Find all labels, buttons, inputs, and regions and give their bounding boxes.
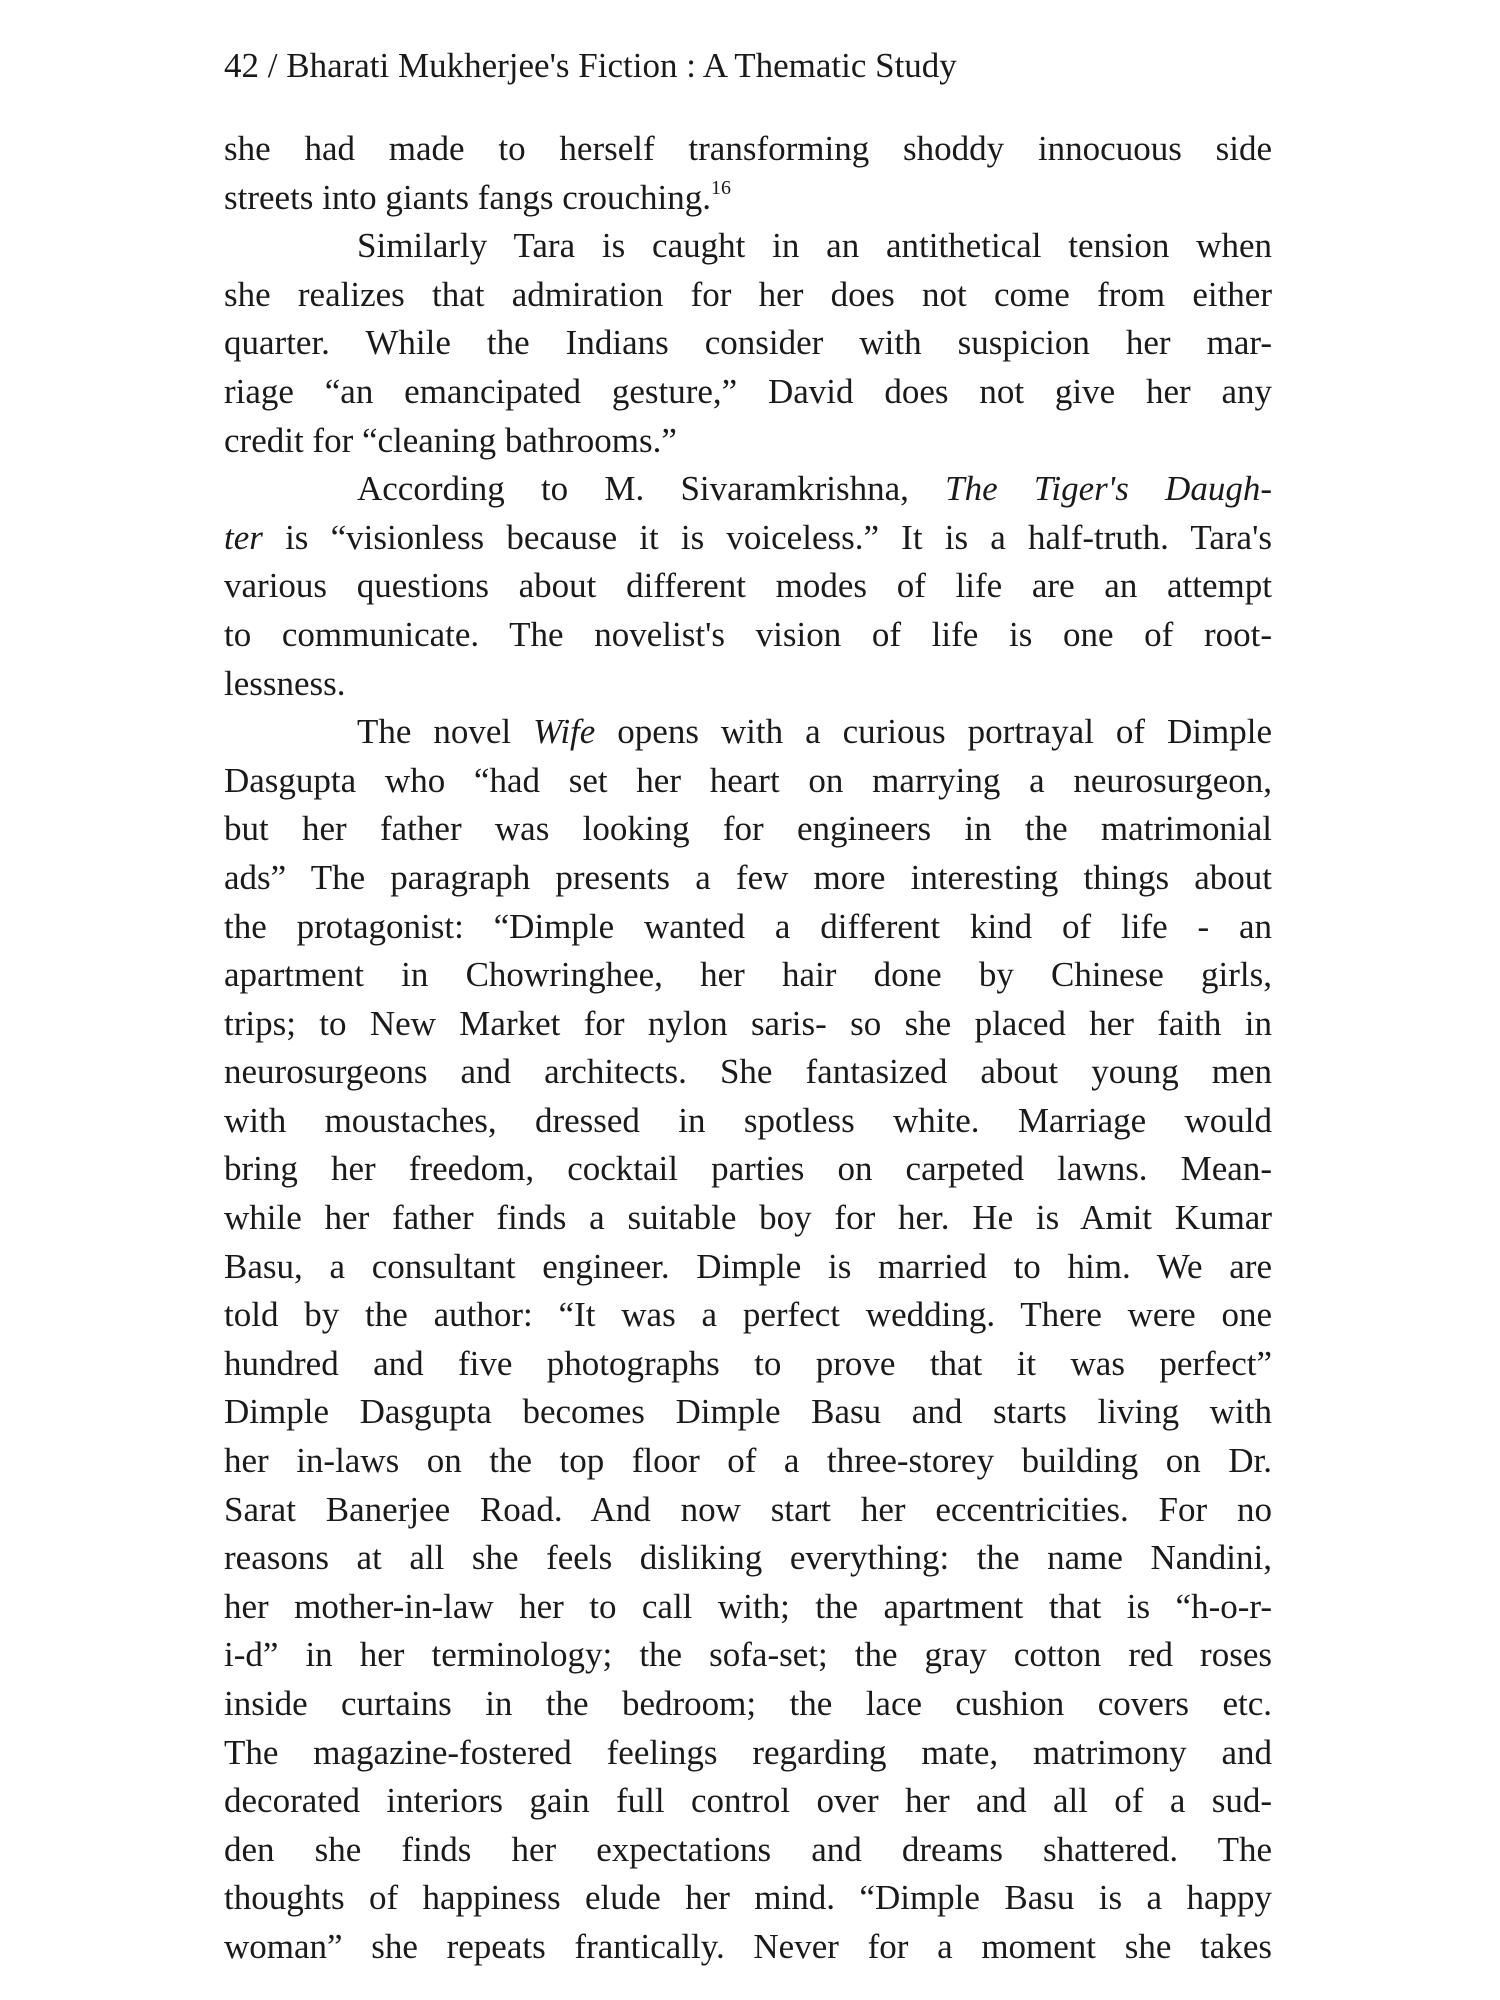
line-text: her mother-in-law her to call with; the apartment that is “h-o-r- xyxy=(224,1586,1272,1626)
text-line xyxy=(224,125,1272,174)
text-line xyxy=(224,757,1272,806)
text-line xyxy=(224,805,1272,854)
line-text: credit for “cleaning bathrooms.” xyxy=(224,420,677,460)
text-line xyxy=(224,1777,1272,1826)
text-line xyxy=(224,1000,1272,1049)
line-text: inside curtains in the bedroom; the lace cushion covers etc. xyxy=(224,1684,1272,1723)
line-text: Dimple Dasgupta becomes Dimple Basu and starts living with xyxy=(224,1392,1272,1432)
text-line xyxy=(224,1631,1272,1680)
text-line xyxy=(224,1583,1272,1632)
line-text: bring her freedom, cocktail parties on carpeted lawns. Mean- xyxy=(224,1149,1272,1189)
running-header: 42 / Bharati Mukherjee's Fiction : A Thematic Study xyxy=(224,46,957,85)
line-text: to communicate. The novelist's vision of life is one of root- xyxy=(224,614,1272,654)
text-line xyxy=(224,1145,1272,1194)
text-line xyxy=(224,1340,1272,1389)
line-text: trips; to New Market for nylon saris- so she placed her faith in xyxy=(224,1003,1272,1043)
text-line xyxy=(224,1291,1272,1340)
text-line xyxy=(224,1486,1272,1535)
text-line xyxy=(224,1194,1272,1243)
text-line xyxy=(224,1923,1272,1972)
line-text: neurosurgeons and architects. She fantasized about young men xyxy=(224,1052,1272,1092)
text-line xyxy=(224,514,1272,563)
line-text: thoughts of happiness elude her mind. “Dimple Basu is a happy xyxy=(224,1878,1272,1918)
text-line xyxy=(224,319,1272,368)
line-text: her in-laws on the top floor of a three-storey building on Dr. xyxy=(224,1441,1272,1481)
italic-title: ter xyxy=(224,517,263,557)
line-text: Similarly Tara is caught in an antithetical tension when xyxy=(357,226,1272,266)
text-line xyxy=(224,854,1272,903)
body-text xyxy=(224,125,1272,1972)
italic-title: Wife xyxy=(533,712,596,752)
text-line xyxy=(224,1534,1272,1583)
text-line xyxy=(224,465,1272,514)
text-line xyxy=(224,562,1272,611)
line-text: Basu, a consultant engineer. Dimple is married to him. We are xyxy=(224,1246,1272,1286)
line-text: hundred and five photographs to prove that it was perfect” xyxy=(224,1343,1272,1383)
text-line xyxy=(224,951,1272,1000)
line-text: is “visionless because it is voiceless.” It is a half-truth. Tara's xyxy=(262,517,1272,557)
line-text: The magazine-fostered feelings regarding mate, matrimony and xyxy=(224,1732,1272,1772)
line-text: with moustaches, dressed in spotless white. Marriage would xyxy=(224,1100,1272,1140)
line-text: apartment in Chowringhee, her hair done by Chinese girls, xyxy=(224,955,1272,995)
line-text: riage “an emancipated gesture,” David does not give her any xyxy=(224,371,1272,411)
line-text: she had made to herself transforming shoddy innocuous side xyxy=(224,129,1272,168)
text-line xyxy=(224,1437,1272,1486)
line-text: Dasgupta who “had set her heart on marrying a neurosurgeon, xyxy=(224,760,1272,800)
text-line xyxy=(224,1048,1272,1097)
line-text: lessness. xyxy=(224,663,346,703)
line-text: woman” she repeats frantically. Never for a moment she takes xyxy=(224,1926,1272,1966)
text-line xyxy=(224,1826,1272,1875)
line-text: den she finds her expectations and dreams shattered. The xyxy=(224,1829,1272,1869)
line-text: reasons at all she feels disliking everything: the name Nandini, xyxy=(224,1538,1272,1578)
footnote-marker: 16 xyxy=(710,176,731,199)
text-line xyxy=(224,368,1272,417)
text-line xyxy=(224,708,1272,757)
line-text: told by the author: “It was a perfect wedding. There were one xyxy=(224,1295,1272,1335)
line-text: The novel xyxy=(357,712,534,752)
text-line xyxy=(224,417,1272,466)
text-line xyxy=(224,174,1272,223)
text-line xyxy=(224,660,1272,709)
text-line xyxy=(224,903,1272,952)
line-text: various questions about different modes of life are an attempt xyxy=(224,566,1272,606)
line-text: quarter. While the Indians consider with suspicion her mar- xyxy=(224,323,1272,363)
text-line xyxy=(224,1097,1272,1146)
text-line xyxy=(224,611,1272,660)
text-line xyxy=(224,1243,1272,1292)
text-line xyxy=(224,222,1272,271)
line-text: she realizes that admiration for her does not come from either xyxy=(224,274,1272,314)
line-text: the protagonist: “Dimple wanted a different kind of life - an xyxy=(224,906,1272,946)
line-text: while her father finds a suitable boy for her. He is Amit Kumar xyxy=(224,1198,1272,1238)
text-line xyxy=(224,1388,1272,1437)
line-text: decorated interiors gain full control over her and all of a sud- xyxy=(224,1781,1272,1821)
text-line xyxy=(224,1874,1272,1923)
line-text: According to M. Sivaramkrishna, xyxy=(357,469,946,509)
line-text: i-d” in her terminology; the sofa-set; the gray cotton red roses xyxy=(224,1635,1272,1675)
italic-title: The Tiger's Daugh- xyxy=(945,469,1272,509)
line-text: opens with a curious portrayal of Dimple xyxy=(595,712,1272,752)
text-line xyxy=(224,1680,1272,1729)
line-text: streets into giants fangs crouching. xyxy=(224,177,711,217)
line-text: Sarat Banerjee Road. And now start her eccentricities. For no xyxy=(224,1489,1272,1529)
text-line xyxy=(224,271,1272,320)
line-text: ads” The paragraph presents a few more interesting things about xyxy=(224,857,1272,897)
text-line xyxy=(224,1729,1272,1778)
line-text: but her father was looking for engineers in the matrimonial xyxy=(224,809,1272,849)
